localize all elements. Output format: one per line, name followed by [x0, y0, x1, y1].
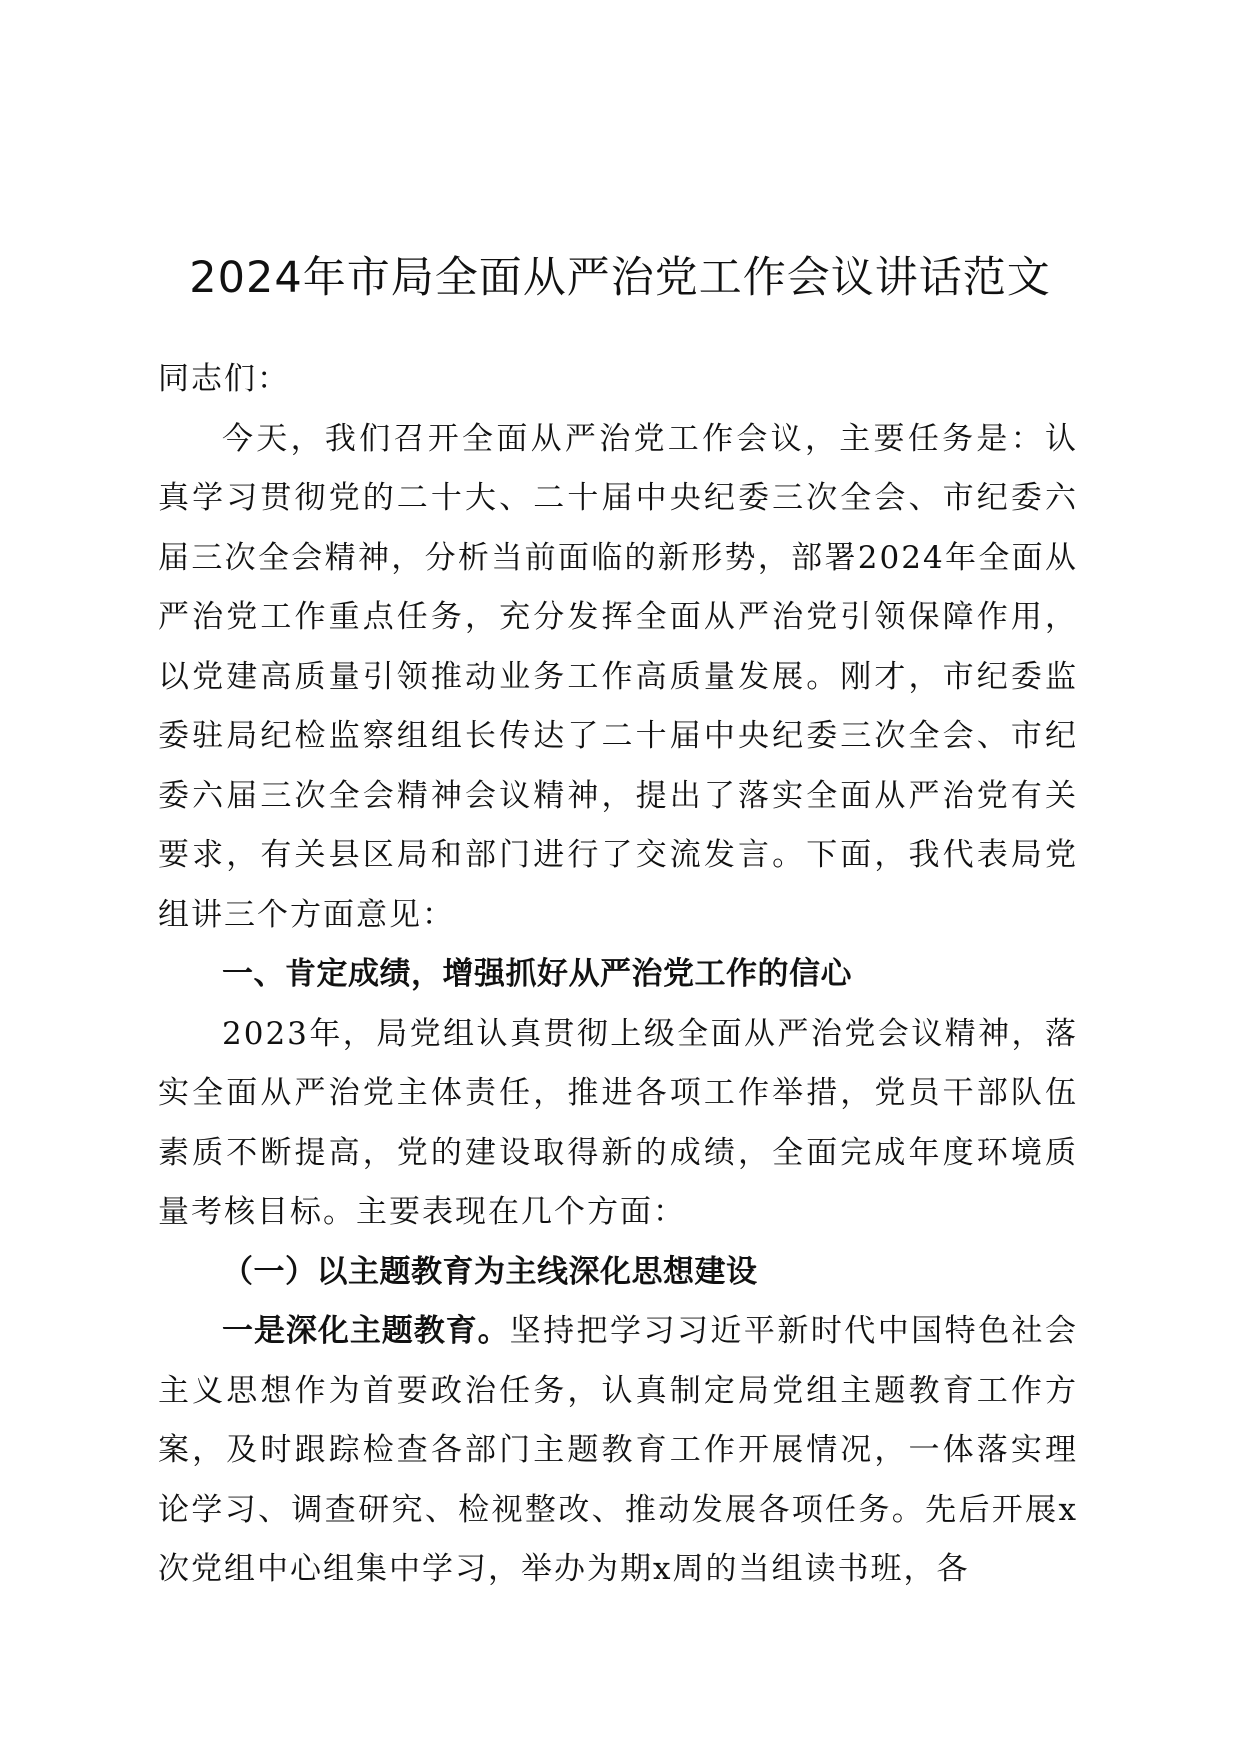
item-1-lead: 一是深化主题教育。: [222, 1313, 510, 1349]
subsection-heading-1: （一）以主题教育为主线深化思想建设: [222, 1253, 758, 1290]
section-heading-1: 一、肯定成绩，增强抓好从严治党工作的信心: [222, 956, 852, 992]
item-1-text: 坚持把学习习近平新时代中国特色社会主义思想作为首要政治任务，认真制定局党组主题教育工作方案，及时跟踪检查各部门主题教育工作开展情况，一体落实理论学习、调查研究、检视整改、推动发展各项任务。先后开展x次党组中心组集中学习，举办为期x周的当组读书班，各: [158, 1313, 1078, 1587]
document-title: 2024年市局全面从严治党工作会议讲话范文: [189, 253, 1051, 303]
salutation: 同志们：: [158, 361, 290, 397]
document-body: [158, 350, 1078, 1600]
opening-paragraph: 今天，我们召开全面从严治党工作会议，主要任务是：认真学习贯彻党的二十大、二十届中央纪委三次全会、市纪委六届三次全会精神，分析当前面临的新形势，部署2024年全面从严治党工作重点任务，充分发挥全面从严治党引领保障作用，以党建高质量引领推动业务工作高质量发展。刚才，市纪委监委驻局纪检监察组组长传达了二十届中央纪委三次全会、市纪委六届三次全会精神会议精神，提出了落实全面从严治党有关要求，有关县区局和部门进行了交流发言。下面，我代表局党组讲三个方面意见：: [158, 420, 1078, 933]
item-paragraph-1: [158, 1302, 1078, 1600]
achievement-paragraph: 2023年，局党组认真贯彻上级全面从严治党会议精神，落实全面从严治党主体责任，推进各项工作举措，党员干部队伍素质不断提高，党的建设取得新的成绩，全面完成年度环境质量考核目标。主要表现在几个方面：: [158, 1015, 1078, 1230]
